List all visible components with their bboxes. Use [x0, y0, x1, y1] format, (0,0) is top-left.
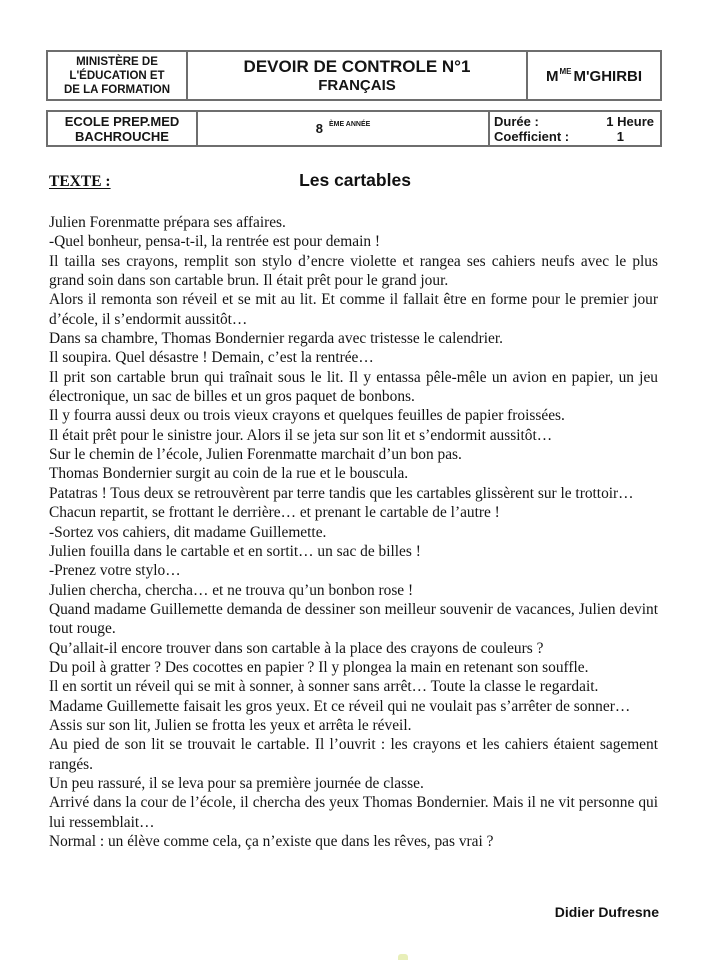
paragraph: -Quel bonheur, pensa-t-il, la rentrée est pour demain ! [49, 233, 381, 251]
paragraph: Alors il remonta son réveil et se mit au lit. Et comme il fallait être en forme pour le premier jour d’école, il s’endormit aussitôt… [49, 291, 658, 328]
school-line: BACHROUCHE [75, 128, 169, 144]
paragraph: Arrivé dans la cour de l’école, il chercha des yeux Thomas Bondernier. Mais il ne vit personne qui lui ressemblait… [49, 794, 658, 831]
paragraph: Qu’allait-il encore trouver dans son cartable à la place des crayons de couleurs ? [49, 639, 544, 657]
paragraph: Il soupira. Quel désastre ! Demain, c’est la rentrée… [49, 349, 374, 367]
ministry-cell [48, 52, 186, 99]
grade-sup: ÈME ANNÉE [328, 121, 371, 128]
duration-cell [488, 112, 660, 145]
duration-row [494, 114, 654, 129]
paragraph: Julien chercha, chercha… et ne trouva qu’un bonbon rose ! [49, 581, 414, 599]
paragraph: Thomas Bondernier surgit au coin de la rue et le bouscula. [49, 465, 409, 483]
coefficient-label: Coefficient : [494, 128, 570, 144]
ministry-line: L'ÉDUCATION ET [69, 69, 165, 82]
paragraph: Julien fouilla dans le cartable et en sortit… un sac de billes ! [49, 542, 421, 560]
coefficient-row [494, 129, 654, 144]
paragraph: Julien Forenmatte prépara ses affaires. [49, 214, 286, 231]
paragraph: Normal : un élève comme cela, ça n’existe que dans les rêves, pas vrai ? [49, 833, 494, 850]
teacher-prefix-sup: ME [559, 66, 572, 76]
paragraph: Il était prêt pour le sinistre jour. Alors il se jeta sur son lit et s’endormit aussitôt… [49, 426, 553, 444]
grade-number: 8 [315, 121, 323, 136]
paragraph: Un peu rassuré, il se leva pour sa première journée de classe. [49, 774, 424, 792]
coefficient-value: 1 [616, 128, 624, 144]
paragraph: -Sortez vos cahiers, dit madame Guillemette. [49, 523, 327, 541]
paragraph: Il prit son cartable brun qui traînait sous le lit. Il y entassa pêle-mêle un avion en papier, un jeu électronique, un sac de billes et un gros paquet de bonbons. [49, 368, 658, 406]
section-label: TEXTE : [49, 173, 111, 190]
school-line: ECOLE PREP.MED [64, 113, 180, 129]
paragraph: Quand madame Guillemette demanda de dessiner son meilleur souvenir de vacances, Julien devint tout rouge. [49, 600, 658, 638]
paragraph: Il en sortit un réveil qui se mit à sonner, à sonner sans arrêt… Toute la classe le regardait. [49, 678, 599, 696]
header-table-exam-info [46, 50, 662, 101]
exam-title-cell [186, 52, 526, 99]
header-table-school-info [46, 110, 662, 147]
paragraph: Sur le chemin de l’école, Julien Forenmatte marchait d’un bon pas. [49, 446, 462, 464]
teacher-prefix: M [545, 67, 559, 85]
duration-value: 1 Heure [606, 113, 654, 129]
paragraph: -Prenez votre stylo… [49, 562, 181, 580]
exam-subject: FRANÇAIS [318, 76, 396, 94]
paragraph: Chacun repartit, se frottant le derrière… et prenant le cartable de l’autre ! [49, 504, 500, 522]
reading-text [49, 213, 658, 851]
teacher-name: M'GHIRBI [573, 67, 643, 85]
paragraph: Assis sur son lit, Julien se frotta les yeux et arrêta le réveil. [49, 716, 412, 734]
paragraph: Patatras ! Tous deux se retrouvèrent par terre tandis que les cartables glissèrent sur le trottoir… [49, 484, 634, 502]
ministry-line: DE LA FORMATION [63, 83, 171, 96]
paragraph: Dans sa chambre, Thomas Bondernier regarda avec tristesse le calendrier. [49, 330, 503, 348]
paragraph: Madame Guillemette faisait les gros yeux. Et ce réveil qui ne voulait pas s’arrêter de sonner… [49, 697, 631, 715]
text-title: Les cartables [299, 170, 411, 190]
exam-title: DEVOIR DE CONTROLE N°1 [243, 56, 471, 76]
grade-line [316, 121, 371, 136]
author-signature: Didier Dufresne [554, 904, 659, 920]
paragraph: Il tailla ses crayons, remplit son stylo d’encre violette et rangea ses cahiers neufs avec le plus grand soin dans son cartable brun. Il était prêt pour le grand jour. [49, 252, 658, 290]
school-cell [48, 112, 196, 145]
grade-cell [196, 112, 488, 145]
paragraph: Il y fourra aussi deux ou trois vieux crayons et quelques feuilles de papier froissées. [49, 407, 565, 425]
teacher-cell [526, 52, 660, 99]
ministry-line: MINISTÈRE DE [76, 55, 158, 68]
paragraph: Du poil à gratter ? Des cocottes en papier ? Il y plongea la main en retenant son souffle. [49, 658, 589, 676]
decorative-mark [398, 954, 408, 960]
paragraph: Au pied de son lit se trouvait le cartable. Il l’ouvrit : les crayons et les cahiers étaient sagement rangés. [49, 736, 658, 773]
teacher-name-line [546, 67, 642, 85]
duration-label: Durée : [494, 113, 539, 129]
